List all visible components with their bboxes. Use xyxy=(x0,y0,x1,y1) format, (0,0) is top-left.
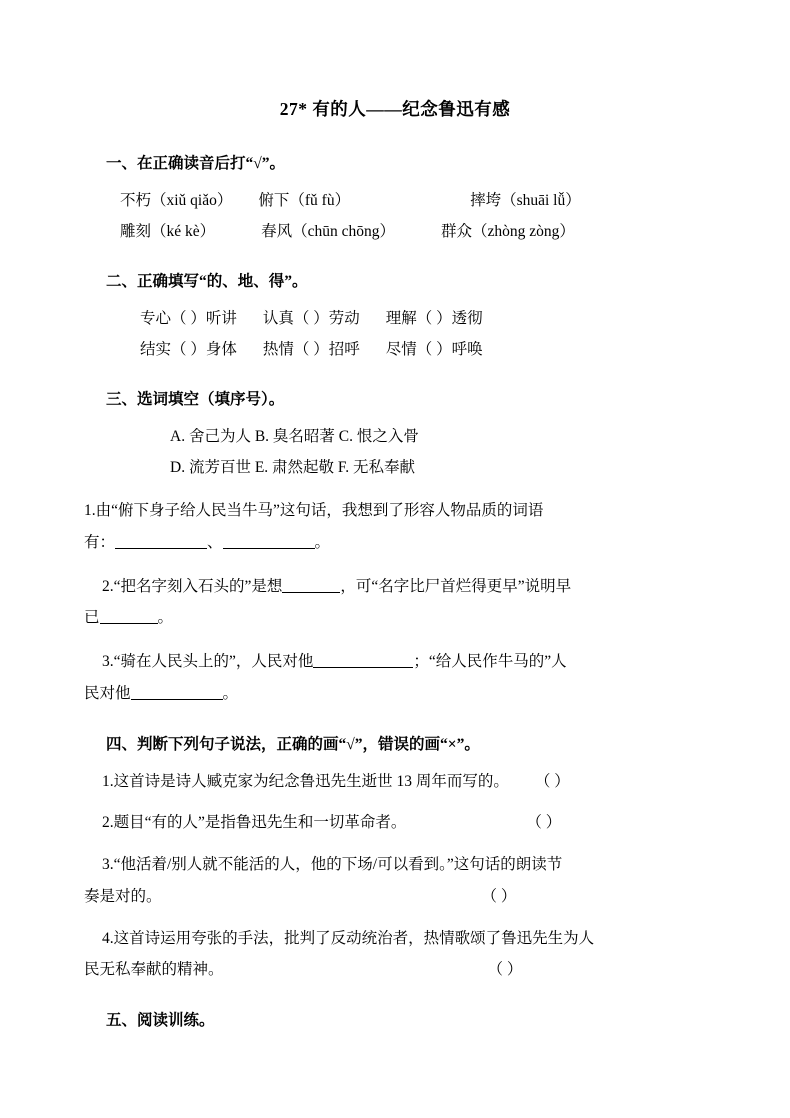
answer-period: 。 xyxy=(222,684,239,702)
judgement-bracket[interactable]: （ ） xyxy=(487,961,523,979)
question-text-cont: ，可“名字比尸首烂得更早”说明早 xyxy=(340,577,572,595)
answer-blank[interactable] xyxy=(131,683,223,700)
answer-blank[interactable] xyxy=(313,652,413,669)
answer-blank[interactable] xyxy=(223,532,315,549)
question-text: 由“俯下身子给人民当牛马”这句话，我想到了形容人物品质的词语 xyxy=(95,502,544,519)
item-text: 题目“有的人”是指鲁迅先生和一切革命者。 xyxy=(113,814,407,832)
section-4-item-3-line-2 xyxy=(84,881,706,913)
fill-item-zhuanxin[interactable]: 专心（ ）听讲 xyxy=(140,310,237,327)
judgement-bracket[interactable]: （ ） xyxy=(534,772,570,790)
question-text: “把名字刻入石头的”是想 xyxy=(113,577,283,595)
pinyin-choice-fuxia[interactable]: 俯下（fǔ fù） xyxy=(258,192,351,209)
section-2-line-1 xyxy=(84,303,706,334)
question-number: 1. xyxy=(84,502,96,519)
section-1-line-1 xyxy=(84,185,706,216)
section-4-item-4-line-2 xyxy=(84,954,706,986)
section-heading-2: 二、正确填写“的、地、得”。 xyxy=(106,273,308,290)
item-text-cont: 奏是对的。 xyxy=(84,887,162,905)
section-4-item-4-line-1 xyxy=(84,923,706,955)
answer-label: 有： xyxy=(84,533,116,551)
section-3-options-line-2[interactable]: D. 流芳百世 E. 肃然起敬 F. 无私奉献 xyxy=(170,459,416,476)
fill-item-lijie[interactable]: 理解（ ）透彻 xyxy=(385,310,483,327)
question-text: “骑在人民头上的”，人民对他 xyxy=(113,653,314,671)
answer-blank[interactable] xyxy=(282,576,340,593)
answer-period: 。 xyxy=(314,533,331,551)
pinyin-choice-buxiu[interactable]: 不朽（xiǔ qiǎo） xyxy=(120,192,233,209)
pinyin-choice-qunzhong[interactable]: 群众（zhòng zòng） xyxy=(441,223,575,240)
section-4-item-2 xyxy=(84,807,706,839)
section-3-question-3-answer-row xyxy=(84,678,706,710)
section-3-question-2 xyxy=(84,571,706,603)
section-1-line-2 xyxy=(84,216,706,247)
item-number: 4. xyxy=(102,929,114,947)
answer-blank[interactable] xyxy=(115,532,207,549)
item-text: 这首诗是诗人臧克家为纪念鲁迅先生逝世 13 周年而写的。 xyxy=(113,772,509,790)
item-number: 3. xyxy=(102,856,114,874)
fill-item-reqing[interactable]: 热情（ ）招呼 xyxy=(262,341,360,358)
section-3-question-3 xyxy=(84,646,706,678)
item-text: 这首诗运用夸张的手法，批判了反动统治者，热情歌颂了鲁迅先生为人 xyxy=(113,929,595,947)
question-number: 3. xyxy=(102,653,114,671)
question-number: 2. xyxy=(102,577,114,595)
answer-blank[interactable] xyxy=(100,608,158,625)
pinyin-choice-diaoke[interactable]: 雕刻（ké kè） xyxy=(120,223,216,240)
item-number: 2. xyxy=(102,814,114,832)
judgement-bracket[interactable]: （ ） xyxy=(481,887,517,905)
fill-item-jieshi[interactable]: 结实（ ）身体 xyxy=(140,341,237,358)
section-4-item-3-line-1 xyxy=(84,849,706,881)
section-3-options-line-1[interactable]: A. 舍己为人 B. 臭名昭著 C. 恨之入骨 xyxy=(170,428,419,445)
judgement-bracket[interactable]: （ ） xyxy=(526,814,562,832)
section-heading-1: 一、在正确读音后打“√”。 xyxy=(106,155,286,172)
section-2-line-2 xyxy=(84,334,706,365)
section-heading-5: 五、阅读训练。 xyxy=(106,1012,215,1030)
section-3-question-1-answer-row xyxy=(84,527,706,559)
answer-label: 民对他 xyxy=(84,684,131,702)
section-heading-4: 四、判断下列句子说法，正确的画“√”，错误的画“×”。 xyxy=(106,735,480,753)
answer-period: 。 xyxy=(157,609,174,627)
fill-item-renzhen[interactable]: 认真（ ）劳动 xyxy=(262,310,360,327)
page-title: 27* 有的人——纪念鲁迅有感 xyxy=(279,99,511,119)
section-4-item-1 xyxy=(84,766,706,798)
section-3-question-2-answer-row xyxy=(84,602,706,634)
item-number: 1. xyxy=(102,772,114,790)
section-heading-3: 三、选词填空（填序号）。 xyxy=(106,391,285,408)
fill-item-jinqing[interactable]: 尽情（ ）呼唤 xyxy=(385,341,483,358)
item-text-cont: 民无私奉献的精神。 xyxy=(84,961,224,979)
item-text: “他活着/别人就不能活的人，他的下场/可以看到。”这句话的朗读节 xyxy=(113,856,563,874)
answer-separator: 、 xyxy=(207,533,223,551)
question-text-cont: ；“给人民作牛马的”人 xyxy=(413,653,567,671)
pinyin-choice-chunfeng[interactable]: 春风（chūn chōng） xyxy=(261,223,396,240)
section-3-question-1 xyxy=(84,495,706,527)
pinyin-choice-shuaikua[interactable]: 摔垮（shuāi lǚ） xyxy=(470,192,581,209)
answer-label: 已 xyxy=(84,609,100,627)
